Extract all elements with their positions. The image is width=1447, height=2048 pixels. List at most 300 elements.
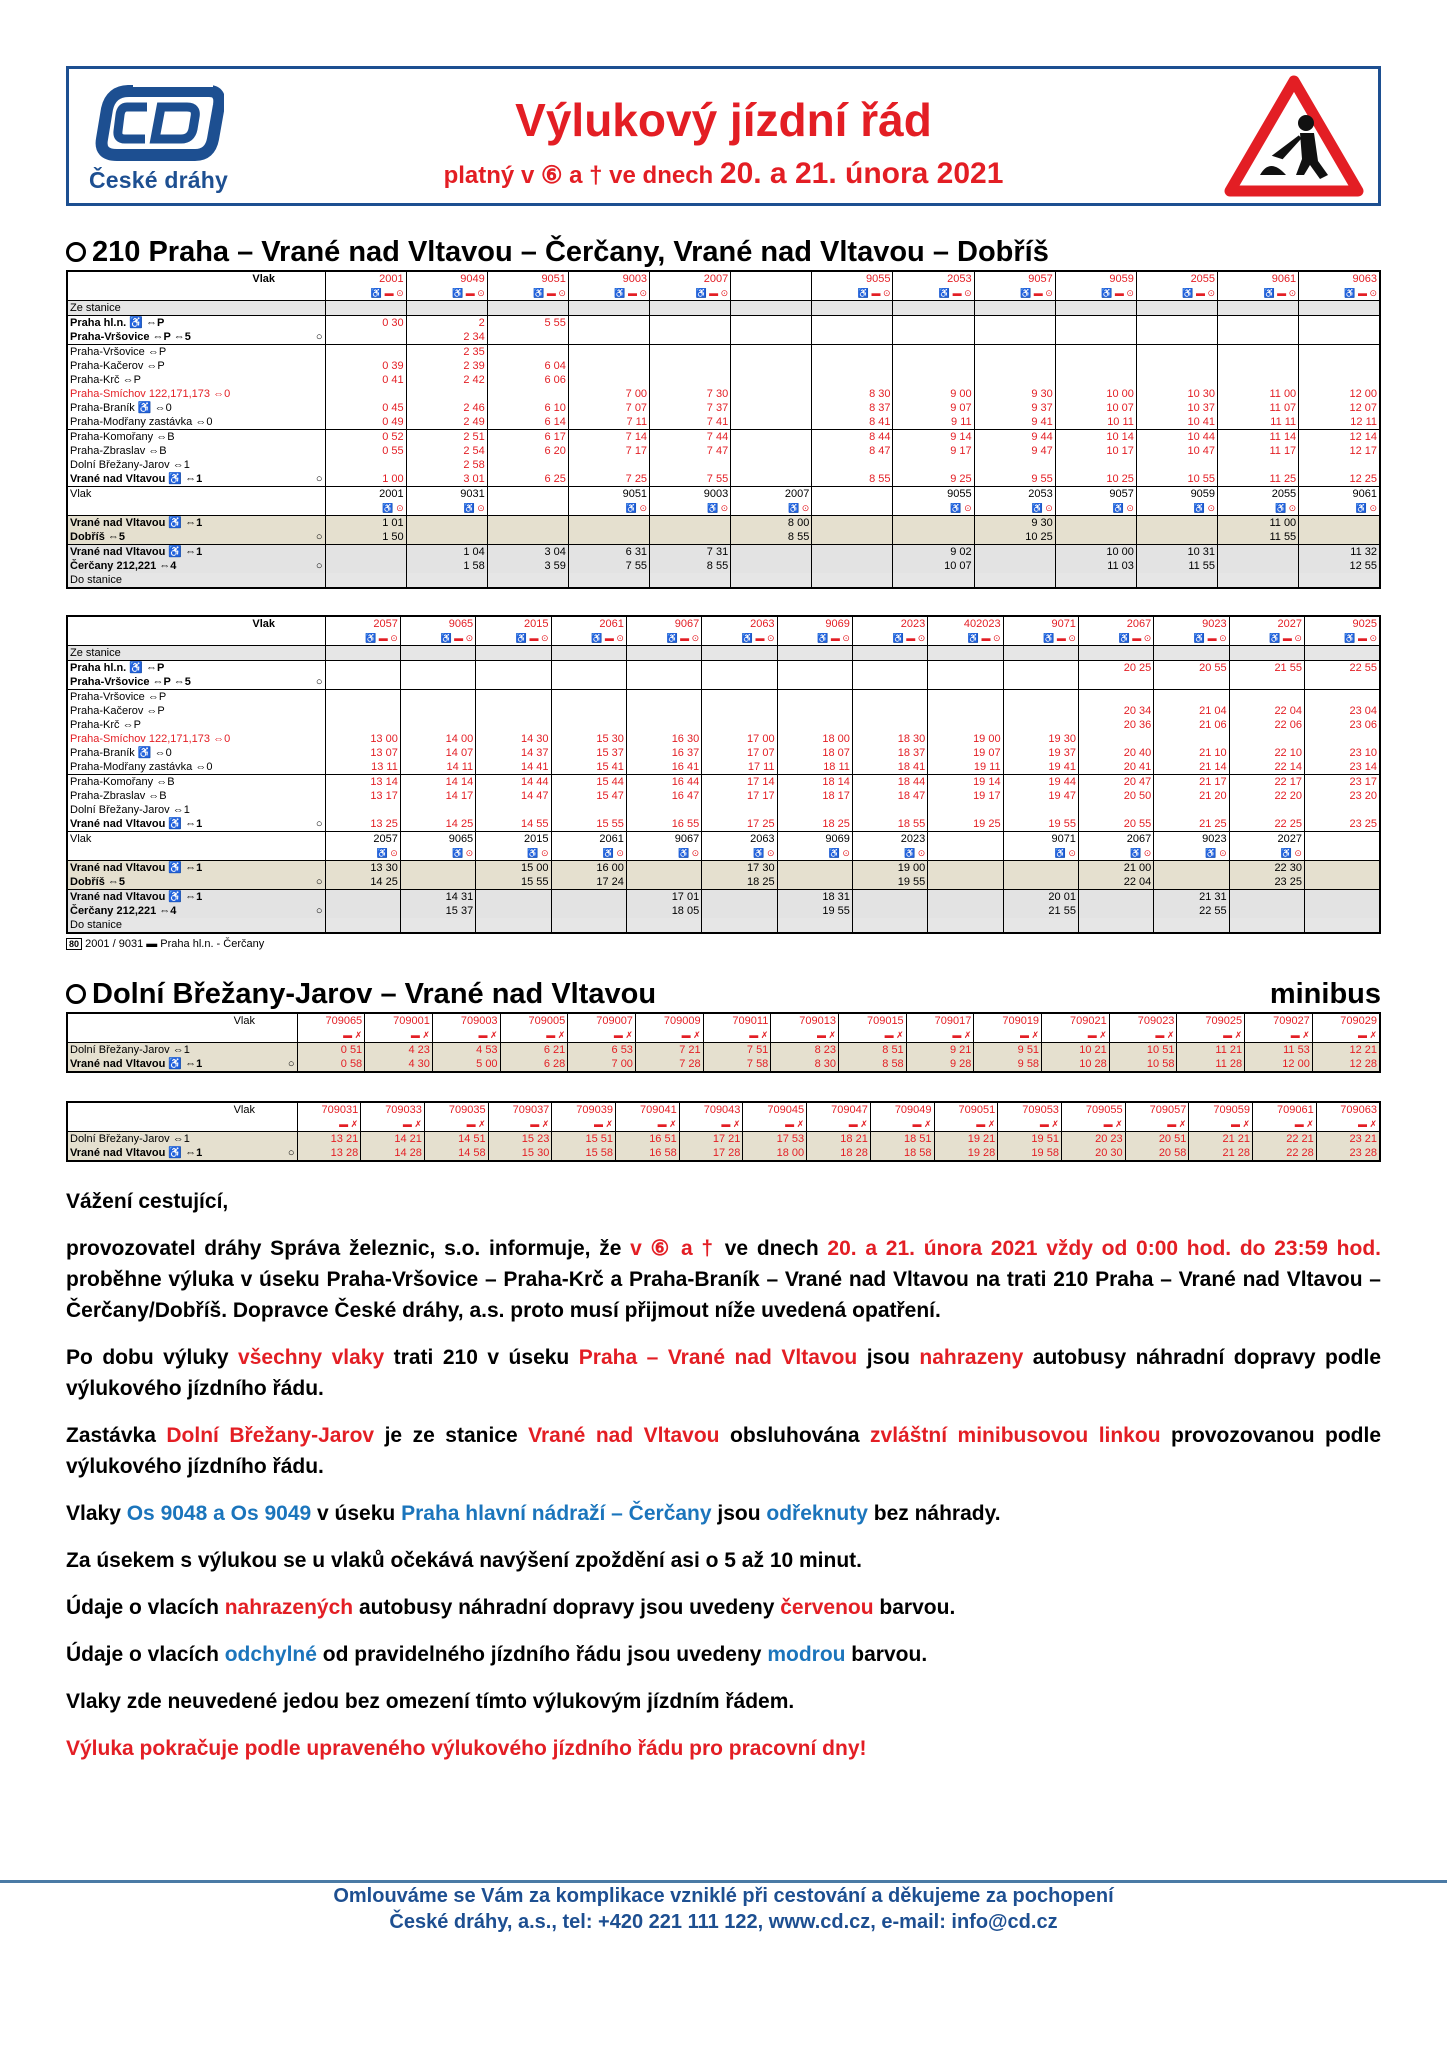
time-cell xyxy=(1218,359,1299,373)
time-cell xyxy=(1229,803,1304,817)
time-cell: 2 46 xyxy=(406,401,487,415)
train-number: 2007 xyxy=(650,271,731,286)
time-cell: 7 44 xyxy=(650,430,731,445)
time-cell xyxy=(777,803,852,817)
time-cell: 9 14 xyxy=(893,430,974,445)
time-cell xyxy=(400,718,475,732)
station-row xyxy=(67,775,1380,790)
time-cell xyxy=(1055,458,1136,472)
time-cell: 18 14 xyxy=(777,775,852,790)
time-cell xyxy=(400,803,475,817)
time-cell xyxy=(1078,890,1153,905)
info-text xyxy=(66,1186,1381,1764)
time-cell xyxy=(568,316,649,331)
time-cell: 11 25 xyxy=(1218,472,1299,487)
station-name: Praha-Komořany ⇔B xyxy=(67,775,277,790)
time-cell: 9 02 xyxy=(893,545,974,560)
time-cell xyxy=(551,690,626,705)
train-number: 9057 xyxy=(974,271,1055,286)
station-name: Vrané nad Vltavou ♿ ⇔1 xyxy=(67,890,277,905)
station-name: Vrané nad Vltavou ♿ ⇔1 xyxy=(67,1057,257,1072)
station-row xyxy=(67,373,1380,387)
railway-icon xyxy=(66,242,86,262)
timetable-210-afternoon xyxy=(66,615,1381,934)
time-cell: 23 21 xyxy=(1316,1132,1380,1147)
time-cell xyxy=(731,387,812,401)
time-cell: 12 00 xyxy=(1245,1057,1313,1072)
train-number: 709043 xyxy=(679,1102,743,1117)
train-number-row xyxy=(67,616,1380,631)
time-cell: 18 55 xyxy=(852,817,927,832)
time-cell xyxy=(928,890,1003,905)
station-row xyxy=(67,704,1380,718)
time-cell xyxy=(893,359,974,373)
train-number: 709049 xyxy=(870,1102,934,1117)
time-cell: 21 25 xyxy=(1154,817,1229,832)
train-number-row xyxy=(67,1013,1380,1028)
time-cell xyxy=(812,359,893,373)
time-cell: 19 44 xyxy=(1003,775,1078,790)
time-cell: 2 34 xyxy=(406,330,487,345)
timetable-210-morning xyxy=(66,270,1381,589)
train-number: 402023 xyxy=(928,616,1003,631)
train-number: 709005 xyxy=(500,1013,568,1028)
time-cell xyxy=(1154,675,1229,690)
time-cell: 13 25 xyxy=(325,817,400,832)
footer-line-2: České dráhy, a.s., tel: +420 221 111 122, www.cd.cz, e-mail: info@cd.cz xyxy=(389,1911,1058,1933)
time-cell: 3 01 xyxy=(406,472,487,487)
time-cell: 1 58 xyxy=(406,559,487,573)
time-cell: 16 55 xyxy=(626,817,701,832)
time-cell: 18 58 xyxy=(870,1146,934,1161)
time-cell xyxy=(1003,875,1078,890)
station-name: Dobříš ⇔5 xyxy=(67,875,277,890)
time-cell xyxy=(893,345,974,360)
time-cell: 15 30 xyxy=(551,732,626,746)
time-cell: 16 44 xyxy=(626,775,701,790)
time-cell: 13 28 xyxy=(297,1146,361,1161)
time-cell xyxy=(325,704,400,718)
time-cell: 23 25 xyxy=(1304,817,1380,832)
time-cell xyxy=(1299,516,1380,531)
time-cell: 17 21 xyxy=(679,1132,743,1147)
time-cell: 19 00 xyxy=(928,732,1003,746)
time-cell xyxy=(626,875,701,890)
train-number: 2067 xyxy=(1078,832,1153,847)
time-cell: 6 20 xyxy=(487,444,568,458)
time-cell: 9 37 xyxy=(974,401,1055,415)
time-cell xyxy=(568,516,649,531)
time-cell: 10 07 xyxy=(1055,401,1136,415)
time-cell: 22 55 xyxy=(1154,904,1229,918)
time-cell xyxy=(1055,359,1136,373)
train-number: 9061 xyxy=(1299,487,1380,502)
time-cell: 7 00 xyxy=(568,1057,636,1072)
train-number: 2015 xyxy=(476,832,551,847)
time-cell: 9 17 xyxy=(893,444,974,458)
time-cell xyxy=(702,675,777,690)
subtitle-prefix: platný v ⑥ a † ve dnech xyxy=(443,162,714,189)
train-number-row xyxy=(67,1102,1380,1117)
time-cell: 12 55 xyxy=(1299,559,1380,573)
time-cell: 7 00 xyxy=(568,387,649,401)
footer xyxy=(0,1880,1447,1935)
station-name: Praha-Kačerov ⇔P xyxy=(70,360,165,372)
time-cell xyxy=(626,661,701,676)
time-cell: 21 20 xyxy=(1154,789,1229,803)
time-cell xyxy=(1078,803,1153,817)
time-cell: 19 37 xyxy=(1003,746,1078,760)
time-cell xyxy=(568,359,649,373)
time-cell: 14 25 xyxy=(325,875,400,890)
time-cell: 15 37 xyxy=(551,746,626,760)
time-cell xyxy=(1136,330,1217,345)
time-cell xyxy=(1299,373,1380,387)
time-cell: 14 21 xyxy=(361,1132,425,1147)
time-cell: 2 35 xyxy=(406,345,487,360)
time-cell: 11 28 xyxy=(1177,1057,1245,1072)
train-number: 2023 xyxy=(852,832,927,847)
time-cell: 20 58 xyxy=(1125,1146,1189,1161)
time-cell xyxy=(812,530,893,545)
train-number: 2057 xyxy=(325,616,400,631)
station-name: Praha-Modřany zastávka ⇔0 xyxy=(70,416,213,428)
time-cell: 20 34 xyxy=(1078,704,1153,718)
station-row: Čerčany 212,221 ⇔4 ○ 15 37 18 05 19 55 21 55 22 55 xyxy=(67,904,1380,918)
time-cell: 23 10 xyxy=(1304,746,1380,760)
time-cell: 12 21 xyxy=(1312,1043,1380,1058)
time-cell: 20 47 xyxy=(1078,775,1153,790)
section-210-title: 210 Praha – Vrané nad Vltavou – Čerčany, Vrané nad Vltavou – Dobříš xyxy=(66,234,1381,270)
time-cell xyxy=(551,661,626,676)
station-name: Dobříš ⇔5 xyxy=(67,530,277,545)
time-cell: 0 49 xyxy=(325,415,406,430)
time-cell: 7 07 xyxy=(568,401,649,415)
time-cell xyxy=(731,373,812,387)
time-cell: 10 11 xyxy=(1055,415,1136,430)
timetable-note: 80 2001 / 9031 ▬ Praha hl.n. - Čerčany xyxy=(66,938,1381,952)
time-cell: 6 10 xyxy=(487,401,568,415)
time-cell xyxy=(1304,803,1380,817)
time-cell: 7 14 xyxy=(568,430,649,445)
time-cell: 11 55 xyxy=(1136,559,1217,573)
vlak-label: Vlak xyxy=(233,1015,255,1027)
time-cell: 10 25 xyxy=(1055,472,1136,487)
time-cell xyxy=(650,345,731,360)
time-cell: 3 59 xyxy=(487,559,568,573)
train-number: 9069 xyxy=(777,832,852,847)
time-cell: 18 00 xyxy=(743,1146,807,1161)
time-cell xyxy=(400,661,475,676)
time-cell xyxy=(974,458,1055,472)
train-number: 709063 xyxy=(1316,1102,1380,1117)
time-cell: 2 xyxy=(406,316,487,331)
time-cell: 13 14 xyxy=(325,775,400,790)
time-cell xyxy=(731,345,812,360)
train-number: 9067 xyxy=(626,832,701,847)
train-symbols-row: ▬ ✗ ▬ ✗ ▬ ✗ ▬ ✗ ▬ ✗ ▬ ✗ ▬ ✗ ▬ ✗ ▬ ✗ ▬ ✗ ▬ ✗ ▬ ✗ ▬ ✗ ▬ ✗ ▬ ✗ ▬ ✗ ▬ ✗ xyxy=(67,1117,1380,1132)
time-cell xyxy=(1299,458,1380,472)
time-cell xyxy=(1299,316,1380,331)
ze-stanice-label: Ze stanice xyxy=(67,301,277,316)
time-cell xyxy=(852,904,927,918)
time-cell: 20 51 xyxy=(1125,1132,1189,1147)
time-cell xyxy=(1304,904,1380,918)
time-cell: 17 28 xyxy=(679,1146,743,1161)
time-cell: 21 28 xyxy=(1189,1146,1253,1161)
time-cell: 11 00 xyxy=(1218,387,1299,401)
station-name: Vrané nad Vltavou ♿ ⇔1 xyxy=(67,545,277,560)
time-cell xyxy=(893,330,974,345)
time-cell xyxy=(731,359,812,373)
time-cell: 20 25 xyxy=(1078,661,1153,676)
time-cell: 8 23 xyxy=(771,1043,839,1058)
time-cell: 11 03 xyxy=(1055,559,1136,573)
time-cell: 15 55 xyxy=(551,817,626,832)
time-cell: 21 31 xyxy=(1154,890,1229,905)
time-cell xyxy=(650,516,731,531)
time-cell xyxy=(476,718,551,732)
time-cell xyxy=(551,718,626,732)
time-cell xyxy=(702,704,777,718)
time-cell: 14 17 xyxy=(400,789,475,803)
time-cell: 15 51 xyxy=(552,1132,616,1147)
time-cell: 23 14 xyxy=(1304,760,1380,775)
train-number: 9071 xyxy=(1003,832,1078,847)
train-number-row xyxy=(67,271,1380,286)
time-cell xyxy=(928,661,1003,676)
time-cell xyxy=(325,675,400,690)
time-cell xyxy=(893,530,974,545)
station-row xyxy=(67,401,1380,415)
time-cell: 14 25 xyxy=(400,817,475,832)
time-cell: 7 28 xyxy=(635,1057,703,1072)
time-cell xyxy=(476,690,551,705)
train-number: 709061 xyxy=(1253,1102,1317,1117)
time-cell: 22 10 xyxy=(1229,746,1304,760)
time-cell: 17 11 xyxy=(702,760,777,775)
time-cell xyxy=(626,704,701,718)
vlak-label: Vlak xyxy=(252,618,275,630)
time-cell xyxy=(928,718,1003,732)
time-cell xyxy=(1218,345,1299,360)
railway-icon xyxy=(66,984,86,1004)
time-cell: 6 06 xyxy=(487,373,568,387)
train-number: 2055 xyxy=(1218,487,1299,502)
train-number: 709013 xyxy=(771,1013,839,1028)
time-cell: 18 31 xyxy=(777,890,852,905)
train-number: 9003 xyxy=(650,487,731,502)
time-cell: 9 30 xyxy=(974,387,1055,401)
train-number: 2061 xyxy=(551,616,626,631)
train-number: 709053 xyxy=(998,1102,1062,1117)
time-cell xyxy=(487,530,568,545)
time-cell: 13 00 xyxy=(325,732,400,746)
station-row xyxy=(67,415,1380,430)
time-cell xyxy=(626,690,701,705)
time-cell xyxy=(852,675,927,690)
logo-text: České dráhy xyxy=(89,167,228,193)
time-cell xyxy=(812,545,893,560)
train-symbols-row-2: ♿ ⊙ ♿ ⊙ ♿ ⊙ ♿ ⊙ ♿ ⊙ ♿ ⊙ ♿ ⊙ ♿ ⊙ ♿ ⊙ ♿ ⊙ ♿ ⊙ ♿ ⊙ xyxy=(67,846,1380,861)
time-cell: 22 06 xyxy=(1229,718,1304,732)
time-cell xyxy=(551,904,626,918)
time-cell xyxy=(731,415,812,430)
time-cell: 20 55 xyxy=(1078,817,1153,832)
train-number: 709045 xyxy=(743,1102,807,1117)
time-cell: 10 28 xyxy=(1042,1057,1110,1072)
time-cell: 14 47 xyxy=(476,789,551,803)
time-cell: 8 47 xyxy=(812,444,893,458)
station-row xyxy=(67,444,1380,458)
station-row xyxy=(67,516,1380,531)
train-number: 2063 xyxy=(702,832,777,847)
time-cell xyxy=(1136,359,1217,373)
timetable-minibus-a xyxy=(66,1012,1381,1073)
time-cell xyxy=(487,345,568,360)
time-cell: 10 14 xyxy=(1055,430,1136,445)
time-cell xyxy=(777,690,852,705)
time-cell: 11 55 xyxy=(1218,530,1299,545)
time-cell xyxy=(928,861,1003,876)
time-cell xyxy=(476,704,551,718)
station-row xyxy=(67,760,1380,775)
station-name: Praha-Braník ♿ ⇔0 xyxy=(70,747,172,759)
time-cell: 10 25 xyxy=(974,530,1055,545)
train-number: 9003 xyxy=(568,271,649,286)
station-row xyxy=(67,861,1380,876)
train-number: 9055 xyxy=(893,487,974,502)
time-cell: 14 07 xyxy=(400,746,475,760)
time-cell: 20 50 xyxy=(1078,789,1153,803)
time-cell: 15 37 xyxy=(400,904,475,918)
time-cell xyxy=(702,718,777,732)
station-name: Praha-Vršovice ⇔P ⇔5 xyxy=(70,676,191,688)
time-cell: 2 51 xyxy=(406,430,487,445)
time-cell: 16 30 xyxy=(626,732,701,746)
time-cell: 16 47 xyxy=(626,789,701,803)
paragraph-7: Údaje o vlacích odchylné od pravidelného jízdního řádu jsou uvedeny modrou barvou. xyxy=(66,1643,928,1666)
time-cell: 20 55 xyxy=(1154,661,1229,676)
time-cell xyxy=(1078,690,1153,705)
time-cell: 18 17 xyxy=(777,789,852,803)
footer-line-1: Omlouváme se Vám za komplikace vzniklé při cestování a děkujeme za pochopení xyxy=(333,1885,1114,1907)
time-cell: 8 30 xyxy=(771,1057,839,1072)
time-cell: 19 25 xyxy=(928,817,1003,832)
time-cell xyxy=(852,690,927,705)
time-cell xyxy=(777,704,852,718)
time-cell: 16 51 xyxy=(616,1132,680,1147)
vlak-label: Vlak xyxy=(233,1104,255,1116)
time-cell xyxy=(476,890,551,905)
time-cell xyxy=(476,675,551,690)
time-cell: 13 21 xyxy=(297,1132,361,1147)
train-number: 709027 xyxy=(1245,1013,1313,1028)
time-cell xyxy=(1055,530,1136,545)
time-cell: 21 14 xyxy=(1154,760,1229,775)
time-cell: 6 04 xyxy=(487,359,568,373)
paragraph-4: Vlaky Os 9048 a Os 9049 v úseku Praha hlavní nádraží – Čerčany jsou odřeknuty bez náhrady. xyxy=(66,1502,1001,1525)
time-cell xyxy=(702,690,777,705)
minibus-label: minibus xyxy=(1269,978,1381,1010)
time-cell: 11 53 xyxy=(1245,1043,1313,1058)
train-number: 9051 xyxy=(487,271,568,286)
time-cell xyxy=(406,387,487,401)
time-cell: 18 30 xyxy=(852,732,927,746)
time-cell: 16 58 xyxy=(616,1146,680,1161)
time-cell xyxy=(487,387,568,401)
page xyxy=(66,66,1381,1780)
train-number: 709051 xyxy=(934,1102,998,1117)
time-cell: 20 30 xyxy=(1061,1146,1125,1161)
time-cell: 22 28 xyxy=(1253,1146,1317,1161)
time-cell: 19 58 xyxy=(998,1146,1062,1161)
time-cell xyxy=(974,559,1055,573)
time-cell xyxy=(777,675,852,690)
time-cell: 12 28 xyxy=(1312,1057,1380,1072)
vlak-label: Vlak xyxy=(67,487,277,502)
station-name: Vrané nad Vltavou ♿ ⇔1 xyxy=(67,1146,257,1161)
time-cell: 5 00 xyxy=(432,1057,500,1072)
time-cell xyxy=(626,803,701,817)
time-cell xyxy=(893,458,974,472)
station-row xyxy=(67,545,1380,560)
train-number: 9049 xyxy=(406,271,487,286)
time-cell xyxy=(928,803,1003,817)
train-number: 709017 xyxy=(906,1013,974,1028)
time-cell: 23 28 xyxy=(1316,1146,1380,1161)
train-number: 2001 xyxy=(325,487,406,502)
time-cell: 6 17 xyxy=(487,430,568,445)
time-cell xyxy=(1055,373,1136,387)
time-cell: 10 00 xyxy=(1055,387,1136,401)
time-cell: 14 37 xyxy=(476,746,551,760)
train-number: 2067 xyxy=(1078,616,1153,631)
time-cell: 16 37 xyxy=(626,746,701,760)
train-number: 709021 xyxy=(1042,1013,1110,1028)
station-name: Vrané nad Vltavou ♿ ⇔1 xyxy=(67,516,277,531)
train-number: 709031 xyxy=(297,1102,361,1117)
time-cell xyxy=(852,704,927,718)
station-name: Praha-Smíchov 122,171,173 ⇔0 xyxy=(70,733,231,745)
time-cell: 7 55 xyxy=(650,472,731,487)
station-name: Praha-Modřany zastávka ⇔0 xyxy=(70,761,213,773)
time-cell xyxy=(1136,316,1217,331)
time-cell: 18 07 xyxy=(777,746,852,760)
paragraph-6: Údaje o vlacích nahrazených autobusy náhradní dopravy jsou uvedeny červenou barvou. xyxy=(66,1596,956,1619)
time-cell: 22 30 xyxy=(1229,861,1304,876)
time-cell: 21 55 xyxy=(1003,904,1078,918)
time-cell: 8 55 xyxy=(650,559,731,573)
train-number: 9059 xyxy=(1136,487,1217,502)
time-cell: 19 28 xyxy=(934,1146,998,1161)
time-cell xyxy=(476,904,551,918)
station-row xyxy=(67,732,1380,746)
station-row xyxy=(67,890,1380,905)
time-cell xyxy=(626,861,701,876)
time-cell xyxy=(1003,675,1078,690)
time-cell xyxy=(400,861,475,876)
station-name: Vrané nad Vltavou ♿ ⇔1 xyxy=(70,473,203,485)
time-cell xyxy=(325,345,406,360)
time-cell: 6 21 xyxy=(500,1043,568,1058)
time-cell: 9 11 xyxy=(893,415,974,430)
time-cell xyxy=(568,530,649,545)
station-name: Čerčany 212,221 ⇔4 xyxy=(67,904,277,918)
time-cell: 10 51 xyxy=(1109,1043,1177,1058)
time-cell: 13 07 xyxy=(325,746,400,760)
time-cell xyxy=(731,472,812,487)
